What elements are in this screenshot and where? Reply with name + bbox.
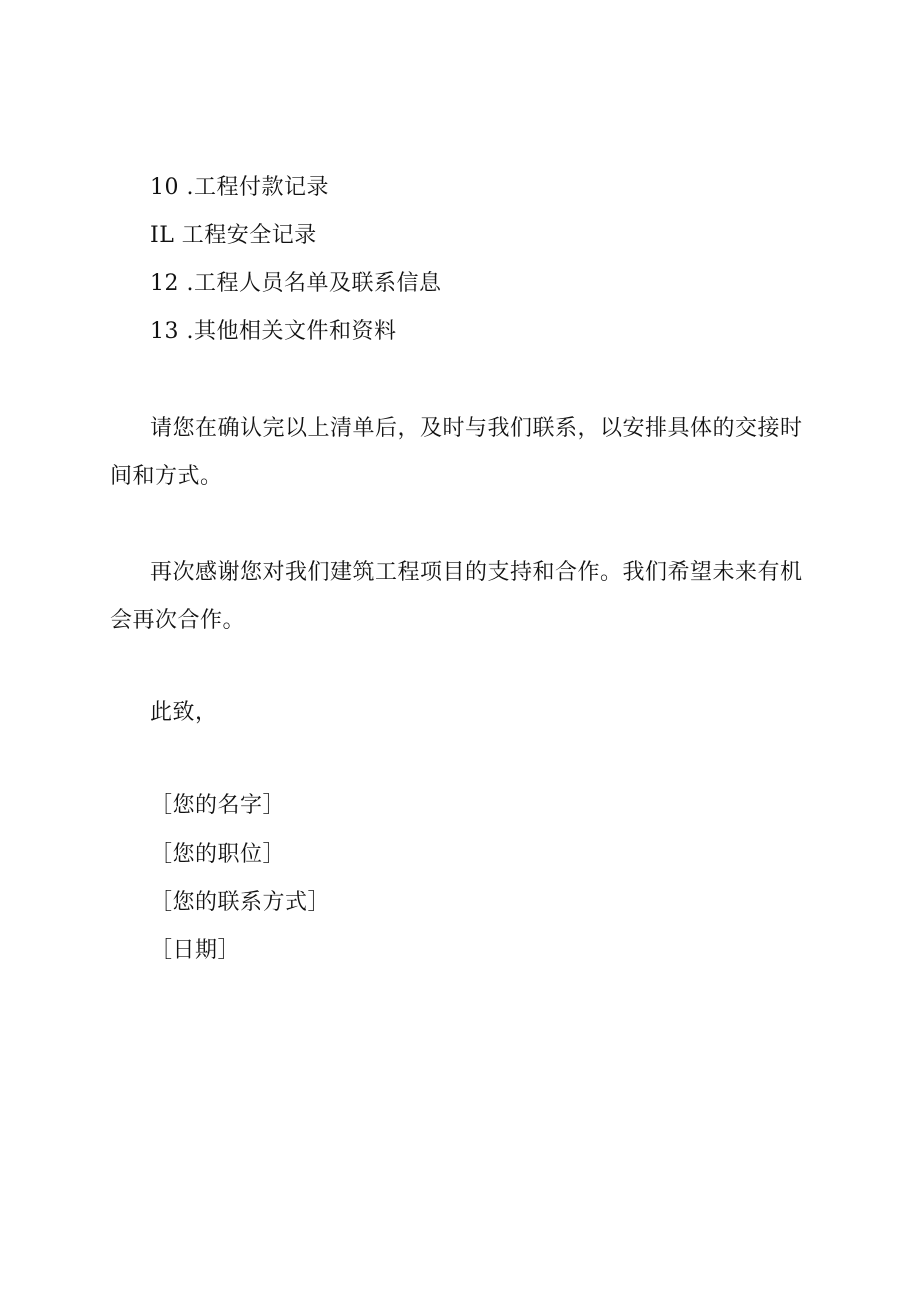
list-item-13: 13 .其他相关文件和资料: [150, 319, 397, 344]
paragraph-thanks: 再次感谢您对我们建筑工程项目的支持和合作。我们希望未来有机会再次合作。: [110, 560, 803, 633]
list-item-12: 12 .工程人员名单及联系信息: [150, 271, 442, 296]
signature-name: ［您的名字］: [150, 793, 286, 818]
signature-date: ［日期］: [150, 938, 241, 963]
signature-contact: ［您的联系方式］: [150, 890, 331, 915]
signature-position: ［您的职位］: [150, 842, 286, 867]
closing-salutation: 此致，: [150, 700, 218, 725]
paragraph-confirm: 请您在确认完以上清单后，及时与我们联系，以安排具体的交接时间和方式。: [110, 416, 803, 489]
list-item-10: 10 .工程付款记录: [150, 175, 329, 200]
list-item-11: IL 工程安全记录: [150, 223, 317, 248]
